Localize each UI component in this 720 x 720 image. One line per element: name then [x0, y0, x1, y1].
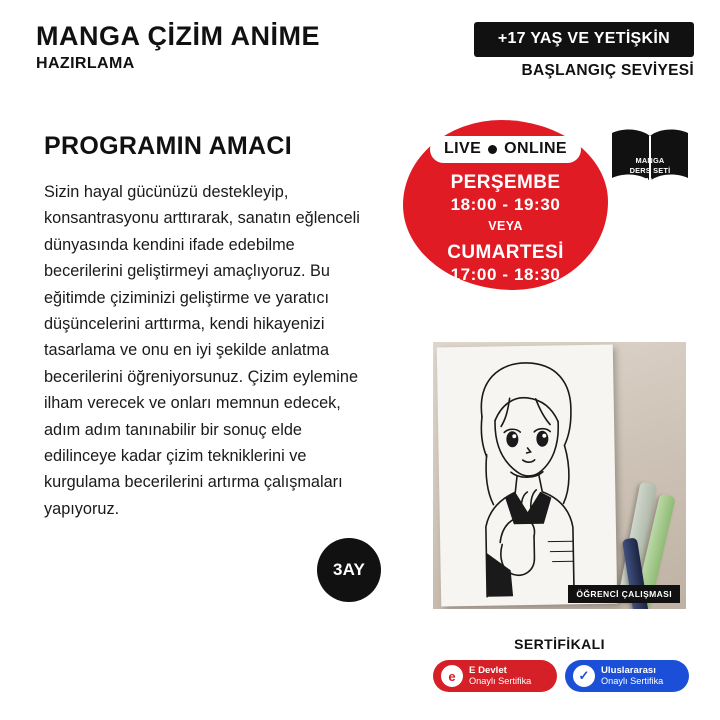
header	[0, 0, 720, 100]
e-devlet-icon: e	[441, 665, 463, 687]
live-online-pill	[430, 136, 581, 163]
duration-badge: 3AY	[317, 538, 381, 602]
certificate-international	[565, 660, 689, 692]
certificate-name: E Devlet	[469, 665, 507, 676]
artwork-caption: ÖĞRENCİ ÇALIŞMASI	[568, 585, 680, 603]
check-icon: ✓	[573, 665, 595, 687]
program-description: Sizin hayal gücünüzü destekleyip, konsantrasyonu arttırarak, sanatın eğlenceli dünyasında kendini ifade edebilme becerilerini geliştirmeyi amaçlıyoruz. Bu eğitimde çiziminizi geliştirme ve yaratıcı düşüncelerini arttırma, kendi hikayenizi tasarlama ve onu en iyi şekilde anlatma becerilerini öğreniyorsunuz. Çizim eylemine ilham verecek ve onları memnun edecek, adım adım tanınabilir bir sonuç elde edilinceye kadar çizim tekniklerini ve kurgulama becerilerini artırma çalışmaları yapıyoruz.	[44, 183, 360, 518]
open-book-text	[626, 156, 674, 196]
manga-character-drawing	[437, 344, 617, 606]
certificate-e-devlet	[433, 660, 557, 692]
drawing-paper	[437, 344, 617, 606]
open-book-badge	[607, 124, 693, 195]
schedule-time-two: 17:00 - 18:30	[450, 265, 561, 284]
certificate-title: SERTİFİKALI	[514, 636, 605, 652]
live-dot-icon	[488, 145, 497, 154]
certificate-name: Uluslararası	[601, 665, 656, 676]
schedule-day-one: PERŞEMBE	[450, 172, 561, 193]
schedule-day-two: CUMARTESİ	[447, 242, 564, 263]
certificate-row	[433, 660, 689, 692]
program-section	[44, 132, 374, 522]
student-artwork-photo	[433, 342, 686, 609]
page-subtitle: HAZIRLAMA	[36, 55, 135, 73]
note-line-4: UNUTMAYIN!	[625, 185, 675, 195]
age-badge: +17 YAŞ VE YETİŞKİN	[474, 22, 694, 57]
note-line-1: MANGA	[635, 156, 665, 165]
schedule-time-one: 18:00 - 19:30	[450, 195, 561, 214]
level-label: BAŞLANGIÇ SEVİYESİ	[521, 62, 694, 79]
online-label: ONLINE	[504, 140, 568, 157]
title-block	[36, 22, 320, 73]
schedule-separator: VEYA	[488, 219, 523, 233]
note-line-2: DERS SETİ	[629, 165, 671, 175]
certificate-detail: Onaylı Sertifika	[601, 676, 664, 687]
certificate-detail: Onaylı Sertifika	[469, 676, 532, 687]
schedule-badge	[403, 120, 608, 290]
page-title: MANGA ÇİZİM ANİME	[36, 21, 320, 51]
live-label: LIVE	[443, 140, 482, 157]
note-line-3: ALMAYI	[635, 175, 665, 185]
section-title: PROGRAMIN AMACI	[44, 132, 293, 160]
